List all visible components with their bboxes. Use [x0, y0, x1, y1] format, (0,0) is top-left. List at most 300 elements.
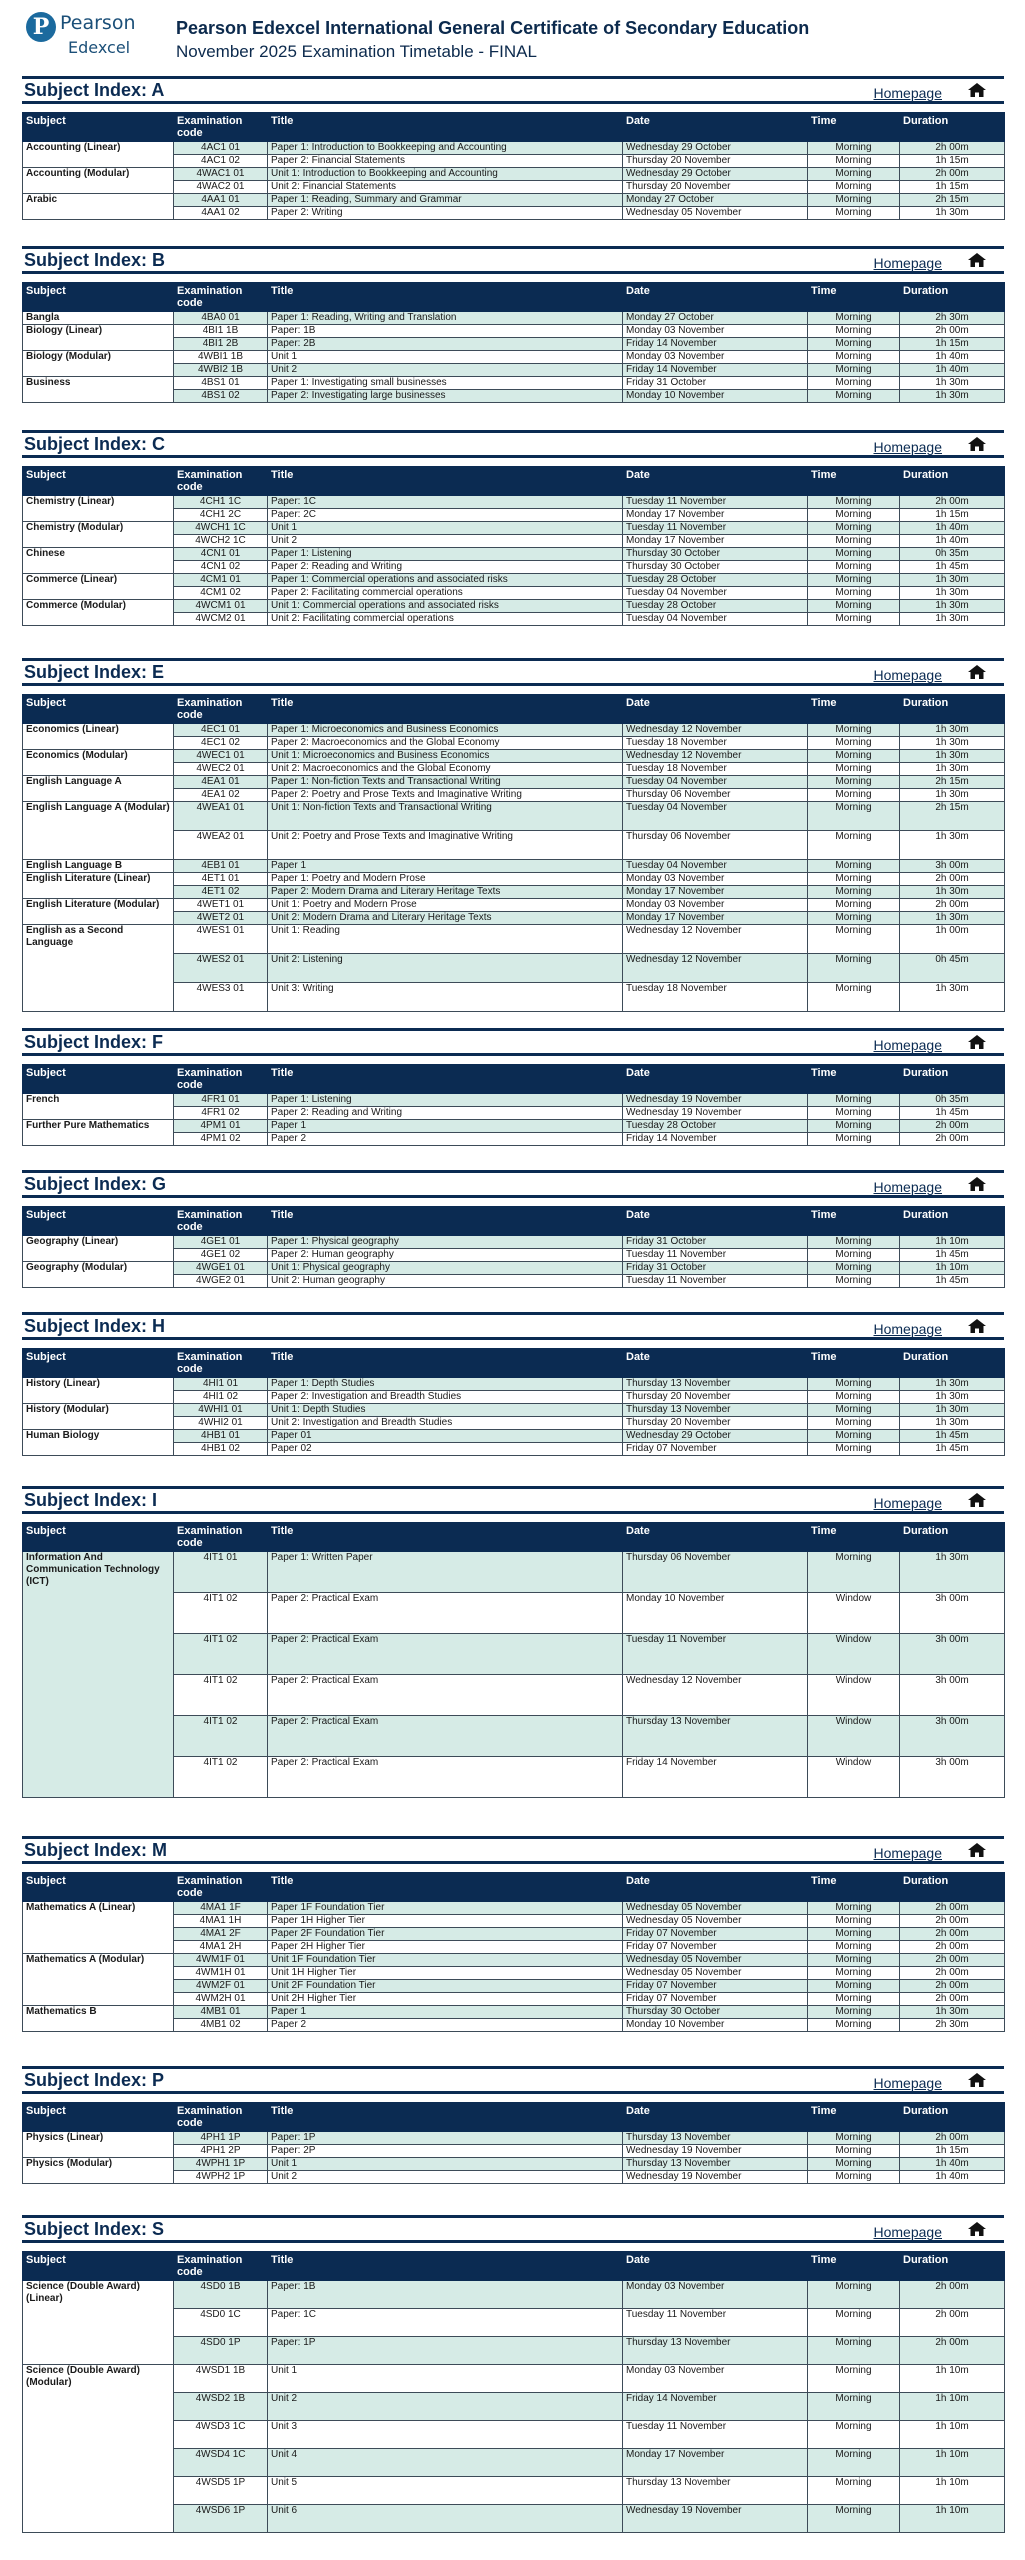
date-cell: Wednesday 19 November [623, 2171, 808, 2184]
time-cell: Morning [808, 207, 900, 220]
table-row [23, 1430, 1005, 1443]
time-cell: Morning [808, 574, 900, 587]
title-cell: Unit 2: Human geography [268, 1275, 623, 1288]
exam-code-cell: 4CN1 01 [174, 548, 268, 561]
subject-cell: History (Modular) [23, 1404, 174, 1430]
date-cell: Thursday 20 November [623, 1417, 808, 1430]
title-cell: Unit 1 [268, 2158, 623, 2171]
duration-cell: 1h 30m [900, 912, 1005, 925]
subject-cell: English Literature (Modular) [23, 899, 174, 925]
date-cell: Friday 31 October [623, 377, 808, 390]
date-cell: Wednesday 12 November [623, 750, 808, 763]
exam-code-cell: 4EA1 01 [174, 776, 268, 789]
homepage-link[interactable]: Homepage [873, 667, 942, 683]
table-row [23, 2006, 1005, 2019]
table-header-row [23, 2103, 1005, 2132]
subject-cell: Science (Double Award) (Modular) [23, 2365, 174, 2533]
section-header [22, 661, 1004, 686]
title-cell: Paper 2H Higher Tier [268, 1941, 623, 1954]
table-row [23, 496, 1005, 509]
timetable-table [22, 112, 1005, 220]
table-row [23, 522, 1005, 535]
exam-code-cell: 4MA1 1H [174, 1915, 268, 1928]
column-header: Duration [900, 1873, 1005, 1902]
title-cell: Paper 2: Practical Exam [268, 1593, 623, 1634]
subject-index-section-i [22, 1486, 1004, 1798]
duration-cell: 2h 00m [900, 1928, 1005, 1941]
duration-cell: 2h 15m [900, 802, 1005, 831]
time-cell: Morning [808, 737, 900, 750]
column-header: Title [268, 695, 623, 724]
exam-code-cell: 4WHI1 01 [174, 1404, 268, 1417]
exam-code-cell: 4IT1 02 [174, 1675, 268, 1716]
timetable-table [22, 694, 1005, 1012]
duration-cell: 1h 30m [900, 390, 1005, 403]
subject-index-section-g [22, 1170, 1004, 1288]
homepage-link[interactable]: Homepage [873, 255, 942, 271]
time-cell: Morning [808, 1941, 900, 1954]
duration-cell: 2h 00m [900, 2132, 1005, 2145]
time-cell: Morning [808, 1928, 900, 1941]
title-cell: Paper: 2P [268, 2145, 623, 2158]
subject-cell: Human Biology [23, 1430, 174, 1456]
date-cell: Monday 10 November [623, 2019, 808, 2032]
duration-cell: 2h 15m [900, 776, 1005, 789]
date-cell: Monday 17 November [623, 535, 808, 548]
exam-code-cell: 4GE1 01 [174, 1236, 268, 1249]
timetable-table [22, 1206, 1005, 1288]
date-cell: Wednesday 12 November [623, 1675, 808, 1716]
time-cell: Morning [808, 1094, 900, 1107]
timetable-table [22, 466, 1005, 626]
column-header: Examination code [174, 2252, 268, 2281]
table-row [23, 377, 1005, 390]
duration-cell: 1h 30m [900, 763, 1005, 776]
duration-cell: 1h 30m [900, 1552, 1005, 1593]
exam-code-cell: 4HB1 02 [174, 1443, 268, 1456]
exam-code-cell: 4WEC1 01 [174, 750, 268, 763]
column-header: Examination code [174, 1349, 268, 1378]
time-cell: Morning [808, 364, 900, 377]
title-cell: Unit 1 [268, 522, 623, 535]
duration-cell: 1h 30m [900, 1417, 1005, 1430]
duration-cell: 1h 10m [900, 2365, 1005, 2393]
column-header: Time [808, 1523, 900, 1552]
table-row [23, 2158, 1005, 2171]
duration-cell: 1h 40m [900, 2171, 1005, 2184]
table-header-row [23, 467, 1005, 496]
time-cell: Morning [808, 2145, 900, 2158]
column-header: Duration [900, 1207, 1005, 1236]
time-cell: Morning [808, 390, 900, 403]
exam-code-cell: 4MA1 2H [174, 1941, 268, 1954]
table-row [23, 1236, 1005, 1249]
date-cell: Monday 27 October [623, 194, 808, 207]
title-cell: Paper 2: Macroeconomics and the Global Economy [268, 737, 623, 750]
duration-cell: 1h 40m [900, 535, 1005, 548]
column-header: Subject [23, 1349, 174, 1378]
subject-index-section-e [22, 658, 1004, 1012]
title-cell: Unit 2 [268, 2393, 623, 2421]
title-cell: Paper 2: Financial Statements [268, 155, 623, 168]
table-row [23, 873, 1005, 886]
home-icon[interactable] [968, 1843, 986, 1857]
exam-code-cell: 4AC1 02 [174, 155, 268, 168]
date-cell: Tuesday 11 November [623, 522, 808, 535]
duration-cell: 1h 30m [900, 377, 1005, 390]
homepage-link[interactable]: Homepage [873, 1179, 942, 1195]
date-cell: Monday 27 October [623, 312, 808, 325]
title-cell: Paper 1: Poetry and Modern Prose [268, 873, 623, 886]
table-row [23, 312, 1005, 325]
date-cell: Tuesday 28 October [623, 600, 808, 613]
duration-cell: 1h 30m [900, 750, 1005, 763]
exam-code-cell: 4WET2 01 [174, 912, 268, 925]
subject-cell: Geography (Linear) [23, 1236, 174, 1262]
title-cell: Paper 1H Higher Tier [268, 1915, 623, 1928]
duration-cell: 1h 40m [900, 364, 1005, 377]
time-cell: Morning [808, 561, 900, 574]
time-cell: Morning [808, 1902, 900, 1915]
date-cell: Tuesday 04 November [623, 776, 808, 789]
date-cell: Monday 03 November [623, 2281, 808, 2309]
home-icon[interactable] [968, 2222, 986, 2236]
duration-cell: 1h 30m [900, 587, 1005, 600]
column-header: Examination code [174, 113, 268, 142]
duration-cell: 2h 00m [900, 168, 1005, 181]
exam-code-cell: 4SD0 1C [174, 2309, 268, 2337]
subject-cell: Mathematics B [23, 2006, 174, 2032]
time-cell: Morning [808, 522, 900, 535]
time-cell: Morning [808, 1404, 900, 1417]
column-header: Date [623, 1065, 808, 1094]
title-cell: Paper: 1B [268, 2281, 623, 2309]
date-cell: Thursday 30 October [623, 548, 808, 561]
table-header-row [23, 1207, 1005, 1236]
time-cell: Window [808, 1757, 900, 1798]
column-header: Examination code [174, 695, 268, 724]
title-cell: Paper 2: Practical Exam [268, 1757, 623, 1798]
time-cell: Morning [808, 1443, 900, 1456]
table-row [23, 1094, 1005, 1107]
home-icon[interactable] [968, 1319, 986, 1333]
home-icon[interactable] [968, 253, 986, 267]
time-cell: Morning [808, 899, 900, 912]
exam-code-cell: 4WCM1 01 [174, 600, 268, 613]
column-header: Time [808, 1207, 900, 1236]
exam-code-cell: 4PH1 2P [174, 2145, 268, 2158]
subject-cell: Biology (Linear) [23, 325, 174, 351]
duration-cell: 0h 35m [900, 1094, 1005, 1107]
column-header: Duration [900, 113, 1005, 142]
title-cell: Paper 1: Listening [268, 548, 623, 561]
exam-code-cell: 4PM1 02 [174, 1133, 268, 1146]
time-cell: Morning [808, 1133, 900, 1146]
homepage-link[interactable]: Homepage [873, 1037, 942, 1053]
column-header: Time [808, 695, 900, 724]
date-cell: Wednesday 05 November [623, 1967, 808, 1980]
time-cell: Morning [808, 1967, 900, 1980]
column-header: Subject [23, 283, 174, 312]
time-cell: Morning [808, 155, 900, 168]
exam-code-cell: 4WM1F 01 [174, 1954, 268, 1967]
exam-code-cell: 4WM2F 01 [174, 1980, 268, 1993]
duration-cell: 1h 10m [900, 2449, 1005, 2477]
exam-code-cell: 4BS1 02 [174, 390, 268, 403]
home-icon[interactable] [968, 1493, 986, 1507]
duration-cell: 1h 15m [900, 2145, 1005, 2158]
time-cell: Morning [808, 2477, 900, 2505]
table-row [23, 1902, 1005, 1915]
table-header-row [23, 113, 1005, 142]
homepage-link[interactable]: Homepage [873, 2224, 942, 2240]
exam-code-cell: 4CH1 1C [174, 496, 268, 509]
time-cell: Morning [808, 1954, 900, 1967]
title-cell: Paper 1: Listening [268, 1094, 623, 1107]
home-icon[interactable] [968, 1177, 986, 1191]
time-cell: Morning [808, 776, 900, 789]
date-cell: Wednesday 12 November [623, 724, 808, 737]
duration-cell: 1h 45m [900, 1443, 1005, 1456]
table-row [23, 860, 1005, 873]
date-cell: Monday 10 November [623, 1593, 808, 1634]
column-header: Title [268, 1349, 623, 1378]
table-row [23, 2132, 1005, 2145]
duration-cell: 2h 00m [900, 142, 1005, 155]
table-row [23, 899, 1005, 912]
time-cell: Morning [808, 2337, 900, 2365]
time-cell: Morning [808, 2158, 900, 2171]
duration-cell: 1h 15m [900, 155, 1005, 168]
exam-code-cell: 4WSD2 1B [174, 2393, 268, 2421]
home-icon[interactable] [968, 2073, 986, 2087]
title-cell: Unit 2: Investigation and Breadth Studies [268, 1417, 623, 1430]
subject-cell: English as a Second Language [23, 925, 174, 1012]
title-cell: Paper 2: Facilitating commercial operations [268, 587, 623, 600]
exam-code-cell: 4CH1 2C [174, 509, 268, 522]
duration-cell: 1h 30m [900, 613, 1005, 626]
duration-cell: 2h 30m [900, 2019, 1005, 2032]
exam-code-cell: 4WAC1 01 [174, 168, 268, 181]
subject-cell: English Literature (Linear) [23, 873, 174, 899]
column-header: Examination code [174, 2103, 268, 2132]
timetable-table [22, 1872, 1005, 2032]
exam-code-cell: 4HI1 02 [174, 1391, 268, 1404]
time-cell: Morning [808, 2505, 900, 2533]
table-row [23, 2365, 1005, 2393]
home-icon[interactable] [968, 437, 986, 451]
section-title: Subject Index: G [24, 1174, 167, 1194]
title-cell: Paper 2F Foundation Tier [268, 1928, 623, 1941]
title-cell: Unit 1: Microeconomics and Business Economics [268, 750, 623, 763]
date-cell: Tuesday 04 November [623, 860, 808, 873]
section-header [22, 1031, 1004, 1056]
duration-cell: 1h 10m [900, 1262, 1005, 1275]
column-header: Duration [900, 695, 1005, 724]
title-cell: Paper 2: Human geography [268, 1249, 623, 1262]
time-cell: Morning [808, 1262, 900, 1275]
subject-index-section-c [22, 430, 1004, 626]
homepage-link[interactable]: Homepage [873, 1321, 942, 1337]
column-header: Time [808, 467, 900, 496]
title-cell: Unit 3 [268, 2421, 623, 2449]
title-cell: Paper 2: Investigation and Breadth Studies [268, 1391, 623, 1404]
date-cell: Wednesday 05 November [623, 1902, 808, 1915]
date-cell: Friday 31 October [623, 1262, 808, 1275]
date-cell: Monday 17 November [623, 912, 808, 925]
column-header: Date [623, 1207, 808, 1236]
home-icon[interactable] [968, 1035, 986, 1049]
title-cell: Unit 1 [268, 2365, 623, 2393]
duration-cell: 1h 45m [900, 1249, 1005, 1262]
subject-cell: Business [23, 377, 174, 403]
title-cell: Paper: 1P [268, 2132, 623, 2145]
duration-cell: 1h 15m [900, 181, 1005, 194]
time-cell: Morning [808, 1107, 900, 1120]
section-title: Subject Index: S [24, 2219, 165, 2239]
date-cell: Thursday 06 November [623, 789, 808, 802]
table-row [23, 925, 1005, 954]
exam-code-cell: 4WEC2 01 [174, 763, 268, 776]
column-header: Duration [900, 1065, 1005, 1094]
title-cell: Unit 2 [268, 2171, 623, 2184]
subject-cell: History (Linear) [23, 1378, 174, 1404]
home-icon[interactable] [968, 665, 986, 679]
duration-cell: 1h 45m [900, 1107, 1005, 1120]
title-cell: Unit 2: Modern Drama and Literary Heritage Texts [268, 912, 623, 925]
date-cell: Thursday 13 November [623, 2132, 808, 2145]
date-cell: Monday 03 November [623, 873, 808, 886]
time-cell: Morning [808, 912, 900, 925]
date-cell: Wednesday 19 November [623, 1107, 808, 1120]
subject-index-section-a [22, 76, 1004, 220]
exam-code-cell: 4EB1 01 [174, 860, 268, 873]
title-cell: Paper: 1C [268, 496, 623, 509]
table-row [23, 600, 1005, 613]
date-cell: Monday 10 November [623, 390, 808, 403]
title-cell: Unit 2: Financial Statements [268, 181, 623, 194]
table-row [23, 776, 1005, 789]
exam-code-cell: 4BA0 01 [174, 312, 268, 325]
subject-index-section-h [22, 1312, 1004, 1456]
date-cell: Thursday 13 November [623, 2337, 808, 2365]
column-header: Examination code [174, 283, 268, 312]
homepage-link[interactable]: Homepage [873, 439, 942, 455]
duration-cell: 2h 00m [900, 1915, 1005, 1928]
column-header: Time [808, 1065, 900, 1094]
table-row [23, 548, 1005, 561]
date-cell: Thursday 30 October [623, 561, 808, 574]
duration-cell: 1h 00m [900, 925, 1005, 954]
title-cell: Paper 1: Reading, Summary and Grammar [268, 194, 623, 207]
subject-cell: Biology (Modular) [23, 351, 174, 377]
exam-code-cell: 4WET1 01 [174, 899, 268, 912]
subject-cell: Commerce (Modular) [23, 600, 174, 626]
time-cell: Morning [808, 1915, 900, 1928]
table-row [23, 1954, 1005, 1967]
duration-cell: 1h 30m [900, 1391, 1005, 1404]
home-icon[interactable] [968, 83, 986, 97]
date-cell: Wednesday 12 November [623, 954, 808, 983]
date-cell: Friday 14 November [623, 364, 808, 377]
duration-cell: 2h 00m [900, 1120, 1005, 1133]
subject-index-section-m [22, 1836, 1004, 2032]
duration-cell: 3h 00m [900, 1634, 1005, 1675]
column-header: Subject [23, 2252, 174, 2281]
title-cell: Unit 2: Poetry and Prose Texts and Imaginative Writing [268, 831, 623, 860]
subject-cell: Physics (Modular) [23, 2158, 174, 2184]
duration-cell: 1h 10m [900, 2393, 1005, 2421]
subject-cell: Accounting (Modular) [23, 168, 174, 194]
column-header: Subject [23, 113, 174, 142]
date-cell: Friday 07 November [623, 1993, 808, 2006]
column-header: Duration [900, 1349, 1005, 1378]
title-cell: Unit 2 [268, 535, 623, 548]
title-cell: Unit 2H Higher Tier [268, 1993, 623, 2006]
homepage-link[interactable]: Homepage [873, 2075, 942, 2091]
title-cell: Paper 2: Poetry and Prose Texts and Imaginative Writing [268, 789, 623, 802]
duration-cell: 1h 40m [900, 351, 1005, 364]
column-header: Date [623, 283, 808, 312]
duration-cell: 1h 45m [900, 1275, 1005, 1288]
date-cell: Friday 07 November [623, 1443, 808, 1456]
homepage-link[interactable]: Homepage [873, 1495, 942, 1511]
duration-cell: 1h 10m [900, 2421, 1005, 2449]
time-cell: Morning [808, 1980, 900, 1993]
exam-code-cell: 4IT1 01 [174, 1552, 268, 1593]
time-cell: Morning [808, 860, 900, 873]
homepage-link[interactable]: Homepage [873, 1845, 942, 1861]
section-title: Subject Index: C [24, 434, 166, 454]
title-cell: Unit 1: Non-fiction Texts and Transactional Writing [268, 802, 623, 831]
subject-cell: Information And Communication Technology (ICT) [23, 1552, 174, 1798]
title-cell: Paper 2: Modern Drama and Literary Heritage Texts [268, 886, 623, 899]
table-row [23, 325, 1005, 338]
exam-code-cell: 4PH1 1P [174, 2132, 268, 2145]
column-header: Date [623, 113, 808, 142]
subject-cell: Geography (Modular) [23, 1262, 174, 1288]
time-cell: Morning [808, 1993, 900, 2006]
date-cell: Thursday 20 November [623, 181, 808, 194]
date-cell: Monday 03 November [623, 325, 808, 338]
exam-code-cell: 4BS1 01 [174, 377, 268, 390]
title-cell: Paper 1: Physical geography [268, 1236, 623, 1249]
column-header: Subject [23, 2103, 174, 2132]
time-cell: Window [808, 1593, 900, 1634]
title-cell: Paper: 1B [268, 325, 623, 338]
brand-name: Pearson [60, 12, 136, 34]
date-cell: Wednesday 19 November [623, 1094, 808, 1107]
table-row [23, 574, 1005, 587]
duration-cell: 3h 00m [900, 1675, 1005, 1716]
time-cell: Morning [808, 194, 900, 207]
section-header [22, 2218, 1004, 2243]
column-header: Title [268, 113, 623, 142]
title-cell: Unit 2F Foundation Tier [268, 1980, 623, 1993]
date-cell: Friday 14 November [623, 2393, 808, 2421]
time-cell: Morning [808, 1249, 900, 1262]
section-title: Subject Index: E [24, 662, 165, 682]
title-cell: Paper 2: Reading and Writing [268, 1107, 623, 1120]
date-cell: Thursday 13 November [623, 1378, 808, 1391]
date-cell: Friday 14 November [623, 1133, 808, 1146]
column-header: Time [808, 113, 900, 142]
title-cell: Unit 2: Macroeconomics and the Global Economy [268, 763, 623, 776]
homepage-link[interactable]: Homepage [873, 85, 942, 101]
table-row [23, 351, 1005, 364]
date-cell: Tuesday 11 November [623, 1249, 808, 1262]
time-cell: Morning [808, 2421, 900, 2449]
